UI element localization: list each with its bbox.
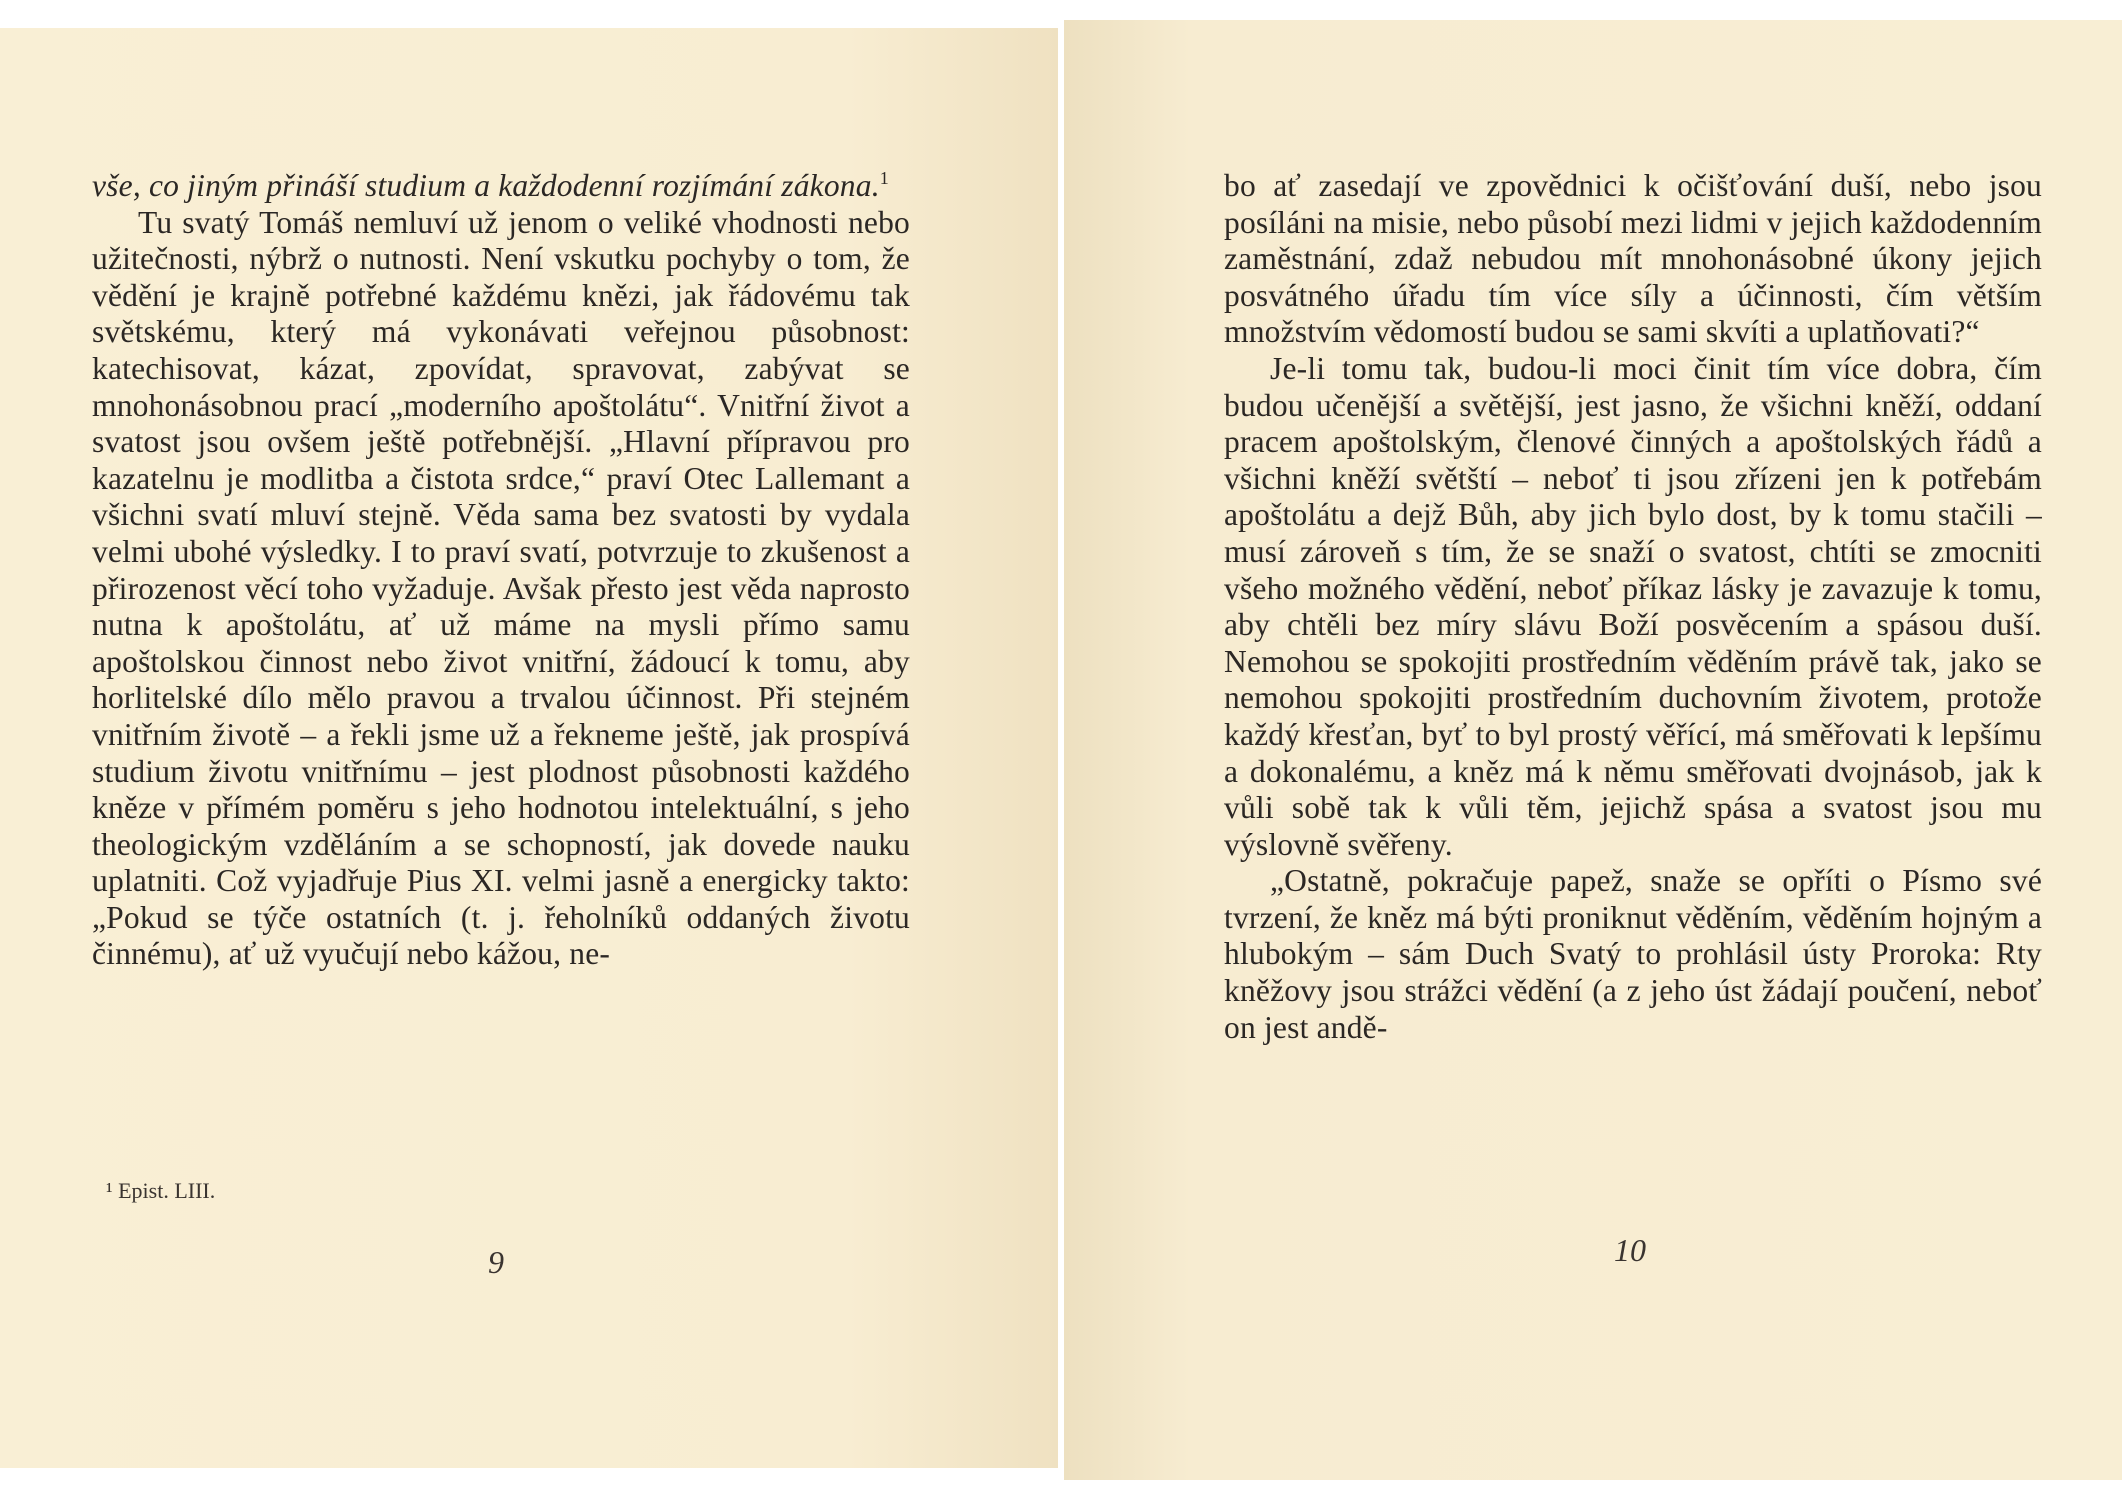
- page-number-right: 10: [1614, 1232, 1646, 1268]
- right-page-body: [1224, 168, 2042, 1046]
- right-paragraph-1: bo ať zasedají ve zpovědnici k očišťování duší, nebo jsou posíláni na misie, nebo působí mezi lidmi v jejich každodenním zaměstnání, zdaž nebudou mít mnohonásobné úkony jejich posvátného úřadu tím více síly a účinnosti, čím větším množstvím vědomostí budou se sami skvíti a uplatňovati?“: [1224, 168, 2042, 350]
- left-paragraph-1-text: vše, co jiným přináší studium a každodenní rozjímání zákona.: [92, 168, 880, 203]
- right-paragraph-2: Je-li tomu tak, budou-li moci činit tím více dobra, čím budou učenější a světější, jest jasno, že všichni kněží, oddaní pracem apoštolským, členové činných a apoštolských řádů a všichni kněží světští – neboť ti jsou zřízeni jen k potřebám apoštolátu a dejž Bůh, aby jich bylo dost, by k tomu stačili – musí zároveň s tím, že se snaží o svatost, chtíti se zmocniti všeho možného vědění, neboť příkaz lásky je zavazuje k tomu, aby chtěli bez míry slávu Boží posvěcením a spásou duší. Nemohou se spokojiti prostředním věděním právě tak, jako se nemohou spokojiti prostředním duchovním životem, protože každý křesťan, byť to byl prostý věřící, má směřovati k lepšímu a dokonalému, a kněz má k němu směřovati dvojnásob, jak k vůli sobě tak k vůli těm, jejichž spása a svatost jsou mu výslovně svěřeny.: [1224, 350, 2042, 862]
- left-paragraph-1: [92, 168, 910, 205]
- footnote-mark: 1: [879, 168, 889, 188]
- footnote: ¹ Epist. LIII.: [106, 1178, 216, 1203]
- page-number-left: 9: [488, 1244, 504, 1280]
- right-page: [1064, 20, 2122, 1480]
- left-paragraph-2: Tu svatý Tomáš nemluví už jenom o veliké vhodnosti nebo užitečnosti, nýbrž o nutnosti. Není vskutku pochyby o tom, že vědění je krajně potřebné každému knězi, jak řádovému tak světskému, který má vykonávati veřejnou působnost: katechisovat, kázat, zpovídat, spravovat, zabývat se mnohonásobnou prací „moderního apoštolátu“. Vnitřní život a svatost jsou ovšem ještě potřebnější. „Hlavní přípravou pro kazatelnu je modlitba a čistota srdce,“ praví Otec Lallemant a všichni svatí mluví stejně. Věda sama bez svatosti by vydala velmi ubohé výsledky. I to praví svatí, potvrzuje to zkušenost a přirozenost věcí toho vyžaduje. Avšak přesto jest věda naprosto nutna k apoštolátu, ať už máme na mysli přímo samu apoštolskou činnost nebo život vnitřní, žádoucí k tomu, aby horlitelské dílo mělo pravou a trvalou účinnost. Při stejném vnitřním životě – a řekli jsme už a řekneme ještě, jak prospívá studium životu vnitřnímu – jest plodnost působnosti každého kněze v přímém poměru s jeho hodnotou intelektuální, s jeho theologickým vzděláním a se schopností, jak dovede nauku uplatniti. Což vyjadřuje Pius XI. velmi jasně a energicky takto: „Pokud se týče ostatních (t. j. řeholníků oddaných životu činnému), ať už vyučují nebo kážou, ne-: [92, 204, 910, 972]
- left-page: [0, 28, 1058, 1468]
- left-page-body: [92, 168, 910, 973]
- right-paragraph-3: „Ostatně, pokračuje papež, snaže se opříti o Písmo své tvrzení, že kněz má býti proniknut věděním, věděním hojným a hlubokým – sám Duch Svatý to prohlásil ústy Proroka: Rty kněžovy jsou strážci vědění (a z jeho úst žádají poučení, neboť on jest andě-: [1224, 863, 2042, 1045]
